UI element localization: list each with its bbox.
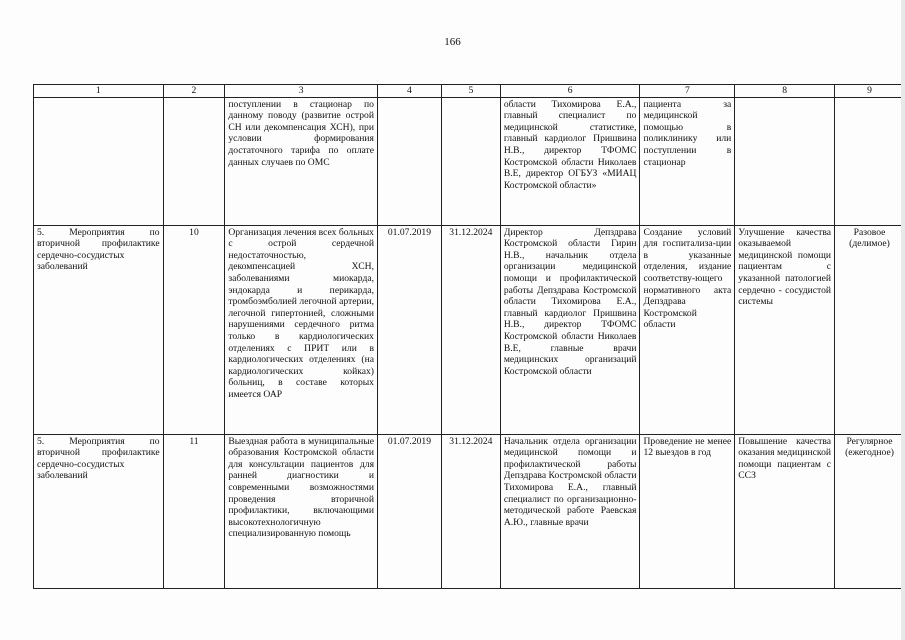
cell-responsible: области Тихомирова Е.А., главный специалист по медицинской статистике, главный кардиолог Пришвина Н.В., директор ТФОМС Костромской области Николаев В.Е, директор ОГБУЗ «МИАЦ Костромской области»	[500, 97, 640, 225]
cell-start-date: 01.07.2019	[377, 434, 441, 588]
column-number-7: 7	[640, 85, 735, 98]
column-number-3: 3	[225, 85, 378, 98]
cell-responsible: Директор Депздрава Костромской области Гирин Н.В., начальник отдела организации медицинской помощи и профилактической работы Депздрава Костромской области Тихомирова Е.А., главный кардиолог Пришвина Н.В., директор ТФОМС Костромской области Николаев В.Е, главные врачи медицинских организаций Костромской области	[500, 225, 640, 434]
cell-end-date: 31.12.2024	[441, 225, 500, 434]
cell-number: 10	[163, 225, 225, 434]
cell-end-date: 31.12.2024	[441, 434, 500, 588]
cell-section: 5. Мероприятия по вторичной профилактике сердечно-сосудистых заболеваний	[34, 434, 164, 588]
cell-measure: Выездная работа в муниципальные образования Костромской области для консультации пациентов для ранней диагностики и современными возможностями проведения вторичной профилактики, включающими высокотехнологичную специализированную помощь	[225, 434, 378, 588]
cell-number	[163, 97, 225, 225]
column-number-1: 1	[34, 85, 164, 98]
cell-number: 11	[163, 434, 225, 588]
cell-type	[835, 97, 905, 225]
column-number-5: 5	[441, 85, 500, 98]
column-number-6: 6	[500, 85, 640, 98]
cell-type: Регулярное (ежегодное)	[835, 434, 905, 588]
table-row	[34, 434, 905, 588]
cell-section: 5. Мероприятия по вторичной профилактике сердечно-сосудистых заболеваний	[34, 225, 164, 434]
cell-measure: Организация лечения всех больных с острой сердечной недостаточностью, декомпенсацией ХСН, заболеваниями миокарда, эндокарда и перикарда, тромбоэмболией легочной артерии, легочной гипертонией, сложными нарушениями сердечного ритма только в кардиологических отделениях с ПРИТ или в кардиологических отделениях (на кардиологических койках) больниц, в составе которых имеется ОАР	[225, 225, 378, 434]
cell-measure: поступлении в стационар по данному поводу (развитие острой СН или декомпенсация ХСН), при условии формирования достаточного тарифа по оплате данных случаев по ОМС	[225, 97, 378, 225]
cell-start-date: 01.07.2019	[377, 225, 441, 434]
cell-result: Создание условий для госпитализа-ции в указанные отделения, издание соответству-ющего нормативного акта Депздрава Костромской области	[640, 225, 735, 434]
column-number-2: 2	[163, 85, 225, 98]
cell-indicator: Повышение качества оказания медицинской помощи пациентам с ССЗ	[735, 434, 835, 588]
column-number-8: 8	[735, 85, 835, 98]
cell-indicator: Улучшение качества оказываемой медицинской помощи пациентам с указанной патологией сердечно - сосудистой системы	[735, 225, 835, 434]
header-row	[34, 85, 905, 98]
column-number-4: 4	[377, 85, 441, 98]
cell-type: Разовое (делимое)	[835, 225, 905, 434]
cell-result: пациента за медицинской помощью в поликлинику или поступлении в стационар	[640, 97, 735, 225]
cell-start-date	[377, 97, 441, 225]
measures-table	[33, 84, 905, 589]
cell-result: Проведение не менее 12 выездов в год	[640, 434, 735, 588]
table-row	[34, 225, 905, 434]
cell-responsible: Начальник отдела организации медицинской помощи и профилактической работы Депздрава Костромской области Тихомирова Е.А., главный специалист по организационно-методической работе Раевская А.Ю., главные врачи	[500, 434, 640, 588]
cell-section	[34, 97, 164, 225]
cell-indicator	[735, 97, 835, 225]
scan-edge	[901, 0, 905, 640]
page-number: 166	[444, 36, 461, 48]
column-number-9: 9	[835, 85, 905, 98]
table-row	[34, 97, 905, 225]
cell-end-date	[441, 97, 500, 225]
